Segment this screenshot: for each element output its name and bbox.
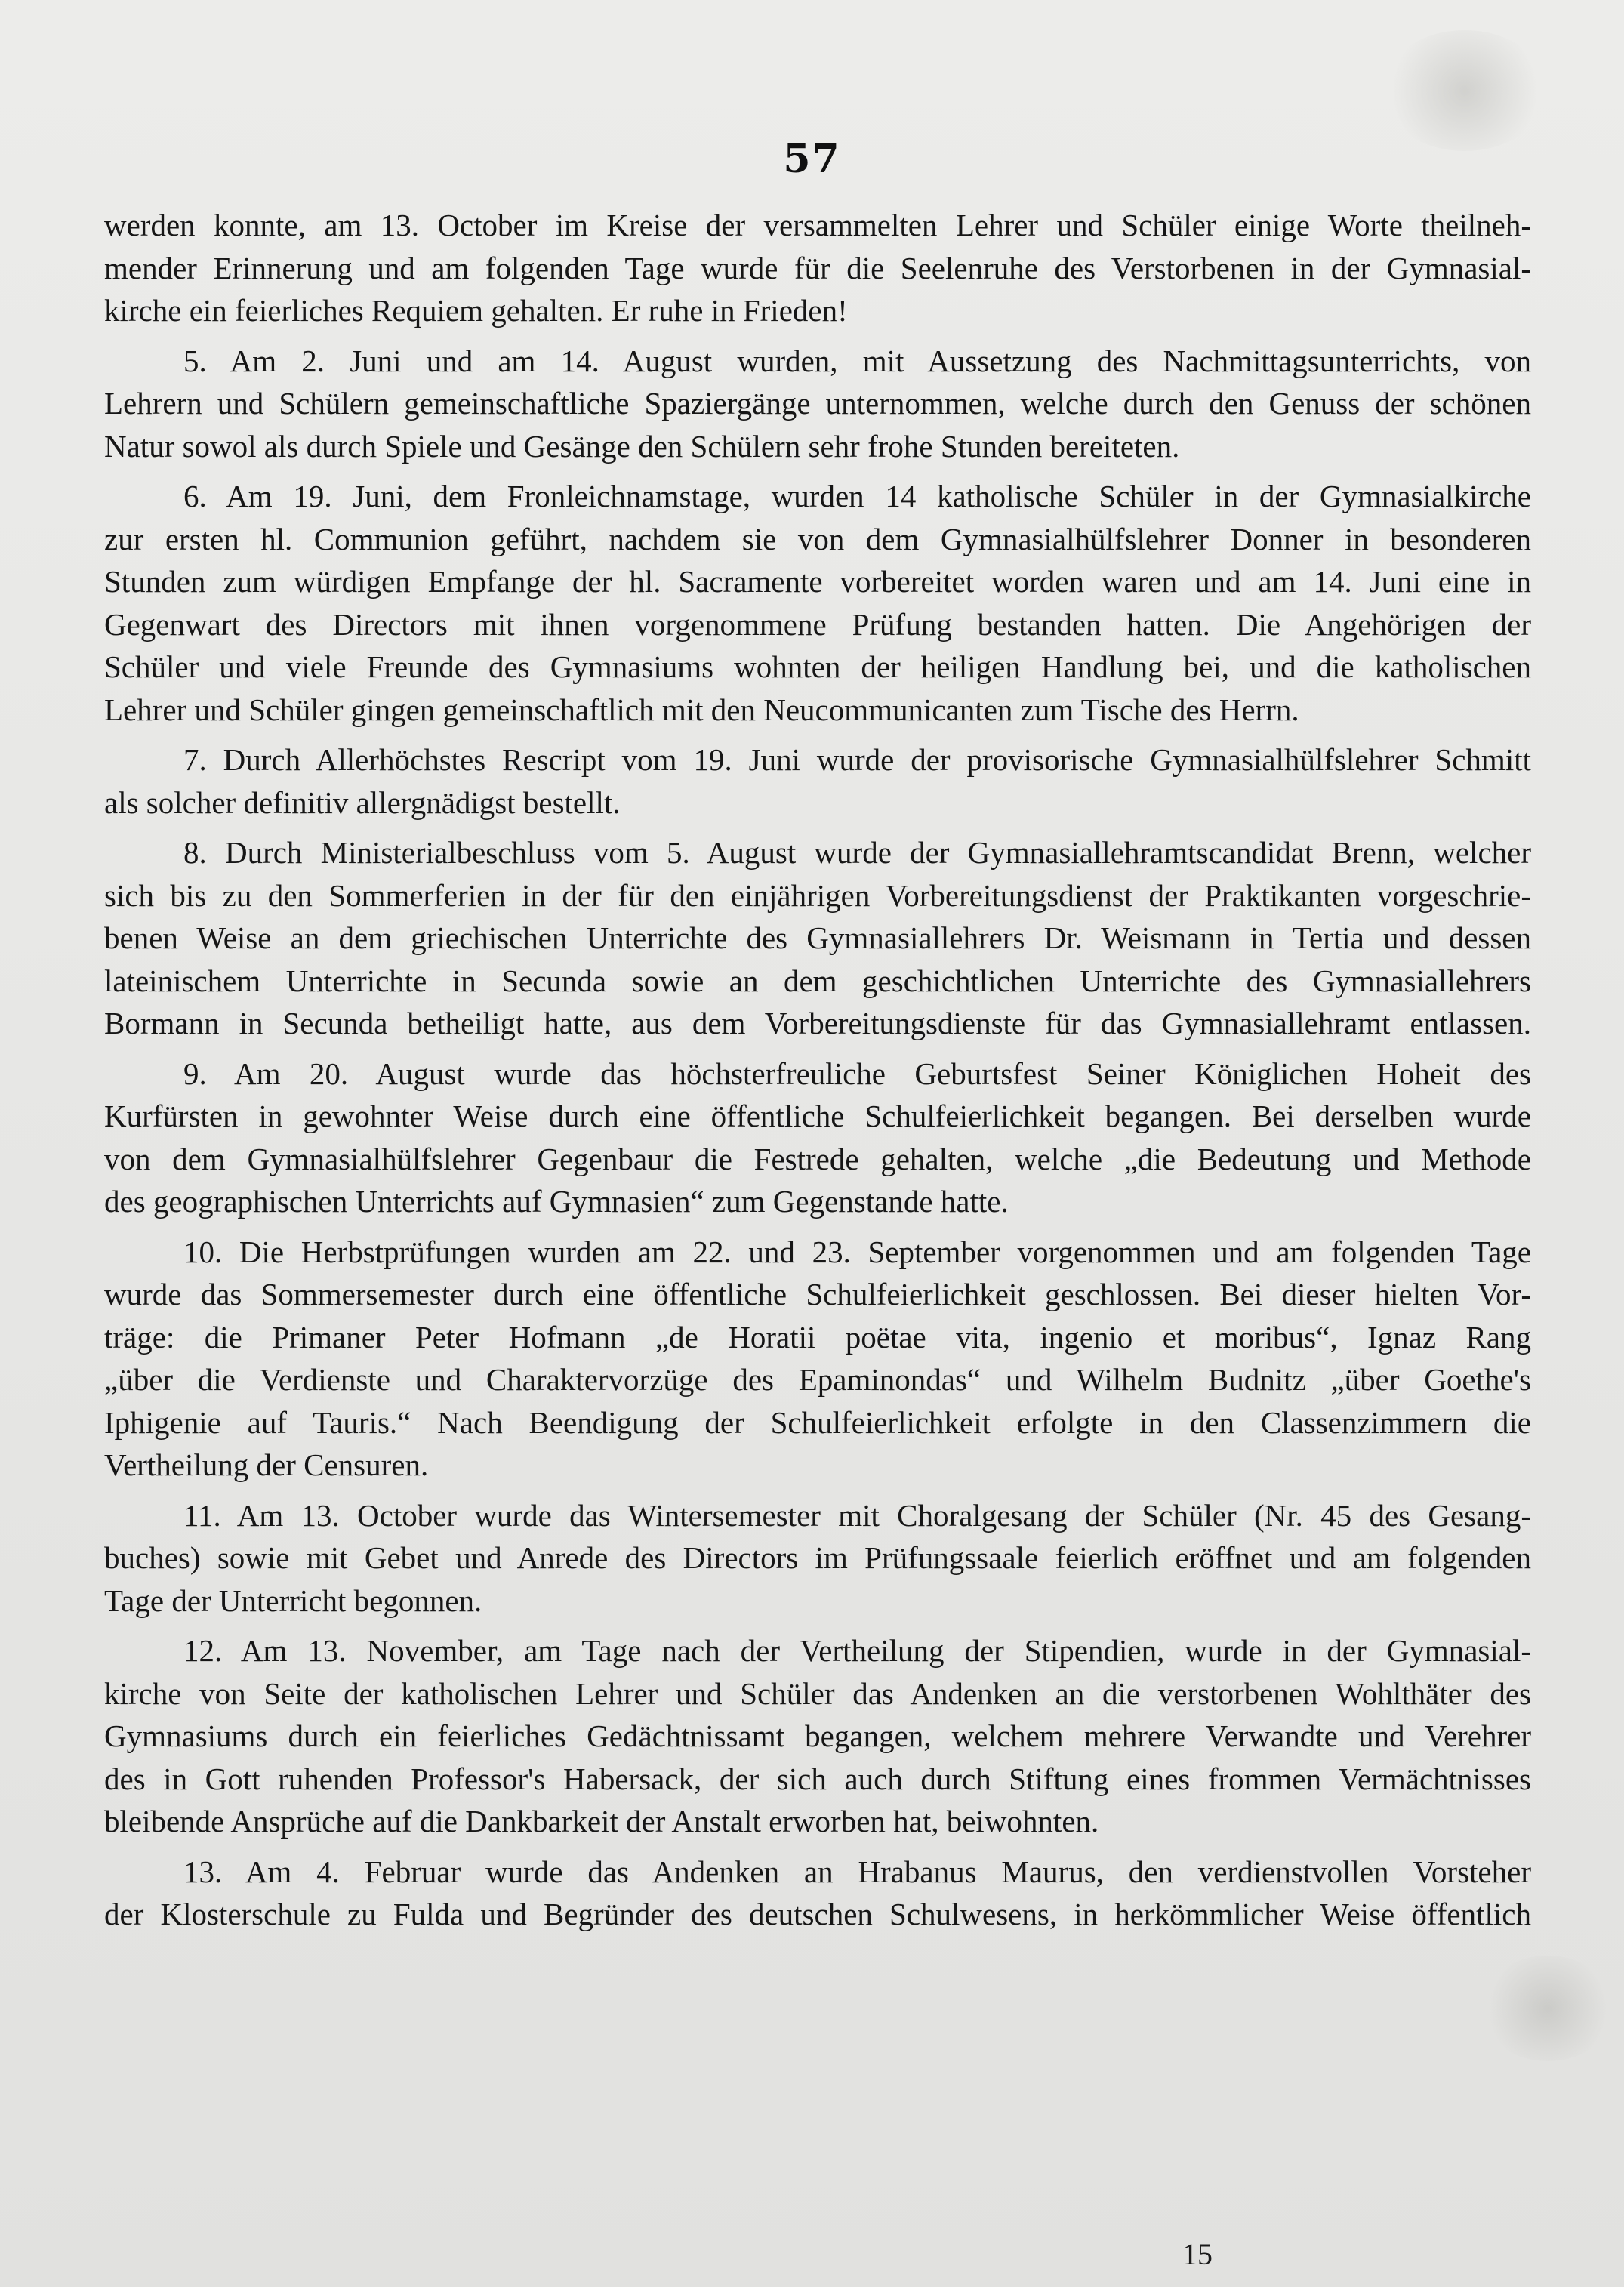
text-line: kirche von Seite der katholischen Lehrer und Schüler das Andenken an die verstorbenen Wohlthäter des	[104, 1675, 1531, 1711]
paragraph-item-5	[104, 340, 1531, 468]
text-line: des in Gott ruhenden Professor's Habersack, der sich auch durch Stiftung eines frommen Vermächtnisses	[104, 1761, 1531, 1796]
text-line: Vertheilung der Censuren.	[104, 1447, 429, 1482]
paragraph-item-7	[104, 738, 1531, 824]
text-line: benen Weise an dem griechischen Unterrichte des Gymnasiallehrers Dr. Weismann in Tertia und dessen	[104, 920, 1531, 955]
text-line: 11. Am 13. October wurde das Wintersemester mit Choralgesang der Schüler (Nr. 45 des Gesang-	[183, 1497, 1531, 1533]
text-line: träge: die Primaner Peter Hofmann „de Horatii poëtae vita, ingenio et moribus“, Ignaz Rang	[104, 1319, 1531, 1355]
text-line: Stunden zum würdigen Empfange der hl. Sacramente vorbereitet worden waren und am 14. Juni eine in	[104, 564, 1531, 599]
text-line: Tage der Unterricht begonnen.	[104, 1583, 482, 1618]
text-line: Gegenwart des Directors mit ihnen vorgenommene Prüfung bestanden hatten. Die Angehörigen der	[104, 606, 1531, 642]
paragraph-item-6	[104, 475, 1531, 731]
paragraph-item-12	[104, 1629, 1531, 1843]
text-line: der Klosterschule zu Fulda und Begründer des deutschen Schulwesens, in herkömmlicher Weise öffentlich	[104, 1897, 1531, 1931]
paragraph-item-8	[104, 831, 1531, 1045]
text-line: 5. Am 2. Juni und am 14. August wurden, mit Aussetzung des Nachmittagsunterrichts, von	[183, 343, 1531, 378]
sheet-signature: 15	[1182, 2237, 1213, 2271]
text-line: 7. Durch Allerhöchstes Rescript vom 19. Juni wurde der provisorische Gymnasialhülfslehrer Schmitt	[183, 742, 1531, 777]
text-line: buches) sowie mit Gebet und Anrede des Directors im Prüfungssaale feierlich eröffnet und am folgenden	[104, 1540, 1531, 1575]
text-line: 8. Durch Ministerialbeschluss vom 5. August wurde der Gymnasiallehramtscandidat Brenn, welcher	[183, 835, 1531, 870]
paragraph-item-11	[104, 1494, 1531, 1623]
paragraph-continuation	[104, 204, 1531, 332]
text-line: sich bis zu den Sommerferien in der für den einjährigen Vorbereitungsdienst der Praktikanten vorgeschrie-	[104, 877, 1531, 913]
text-line: 9. Am 20. August wurde das höchsterfreuliche Geburtsfest Seiner Königlichen Hoheit des	[183, 1056, 1531, 1091]
paragraph-item-13	[104, 1851, 1531, 1936]
text-line: Kurfürsten in gewohnter Weise durch eine öffentliche Schulfeierlichkeit begangen. Bei derselben wurde	[104, 1099, 1531, 1133]
text-line: Natur sowol als durch Spiele und Gesänge den Schülern sehr frohe Stunden bereiteten.	[104, 428, 1180, 464]
text-line: des geographischen Unterrichts auf Gymnasien“ zum Gegenstande hatte.	[104, 1184, 1009, 1219]
text-line: 13. Am 4. Februar wurde das Andenken an Hrabanus Maurus, den verdienstvollen Vorsteher	[183, 1854, 1531, 1889]
paragraph-item-9	[104, 1053, 1531, 1223]
text-line: zur ersten hl. Communion geführt, nachdem sie von dem Gymnasialhülfslehrer Donner in besonderen	[104, 521, 1531, 556]
text-line: Lehrern und Schülern gemeinschaftliche Spaziergänge unternommen, welche durch den Genuss der schönen	[104, 386, 1531, 421]
text-line: lateinischem Unterrichte in Secunda sowie an dem geschichtlichen Unterrichte des Gymnasiallehrers	[104, 963, 1531, 998]
text-line: Schüler und viele Freunde des Gymnasiums wohnten der heiligen Handlung bei, und die katholischen	[104, 649, 1531, 684]
page-number: 57	[783, 136, 841, 182]
text-line: Bormann in Secunda betheiligt hatte, aus dem Vorbereitungsdienste für das Gymnasiallehramt entlassen.	[104, 1006, 1531, 1040]
text-line: Iphigenie auf Tauris.“ Nach Beendigung der Schulfeierlichkeit erfolgte in den Classenzimmern die	[104, 1404, 1531, 1440]
paper-stain	[1382, 30, 1548, 151]
body-text	[104, 204, 1531, 1943]
text-line: 10. Die Herbstprüfungen wurden am 22. und 23. September vorgenommen und am folgenden Tage	[183, 1234, 1531, 1269]
paragraph-item-10	[104, 1231, 1531, 1487]
text-line: mender Erinnerung und am folgenden Tage wurde für die Seelenruhe des Verstorbenen in der Gymnasial-	[104, 250, 1531, 285]
paper-stain	[1480, 1956, 1616, 2061]
text-line: bleibende Ansprüche auf die Dankbarkeit der Anstalt erworben hat, beiwohnten.	[104, 1804, 1099, 1839]
text-line: von dem Gymnasialhülfslehrer Gegenbaur die Festrede gehalten, welche „die Bedeutung und Methode	[104, 1141, 1531, 1176]
text-line: „über die Verdienste und Charaktervorzüge des Epaminondas“ und Wilhelm Budnitz „über Goethe's	[104, 1362, 1531, 1397]
text-line: wurde das Sommersemester durch eine öffentliche Schulfeierlichkeit geschlossen. Bei dieser hielten Vor-	[104, 1277, 1531, 1311]
text-line: Lehrer und Schüler gingen gemeinschaftlich mit den Neucommunicanten zum Tische des Herrn.	[104, 692, 1299, 727]
text-line: kirche ein feierliches Requiem gehalten. Er ruhe in Frieden!	[104, 293, 848, 328]
text-line: 12. Am 13. November, am Tage nach der Vertheilung der Stipendien, wurde in der Gymnasial-	[183, 1633, 1531, 1668]
text-line: Gymnasiums durch ein feierliches Gedächtnissamt begangen, welchem mehrere Verwandte und Verehrer	[104, 1718, 1531, 1753]
text-line: werden konnte, am 13. October im Kreise der versammelten Lehrer und Schüler einige Worte theilneh-	[104, 208, 1531, 242]
text-line: 6. Am 19. Juni, dem Fronleichnamstage, wurden 14 katholische Schüler in der Gymnasialkirche	[183, 479, 1531, 513]
text-line: als solcher definitiv allergnädigst bestellt.	[104, 784, 621, 820]
